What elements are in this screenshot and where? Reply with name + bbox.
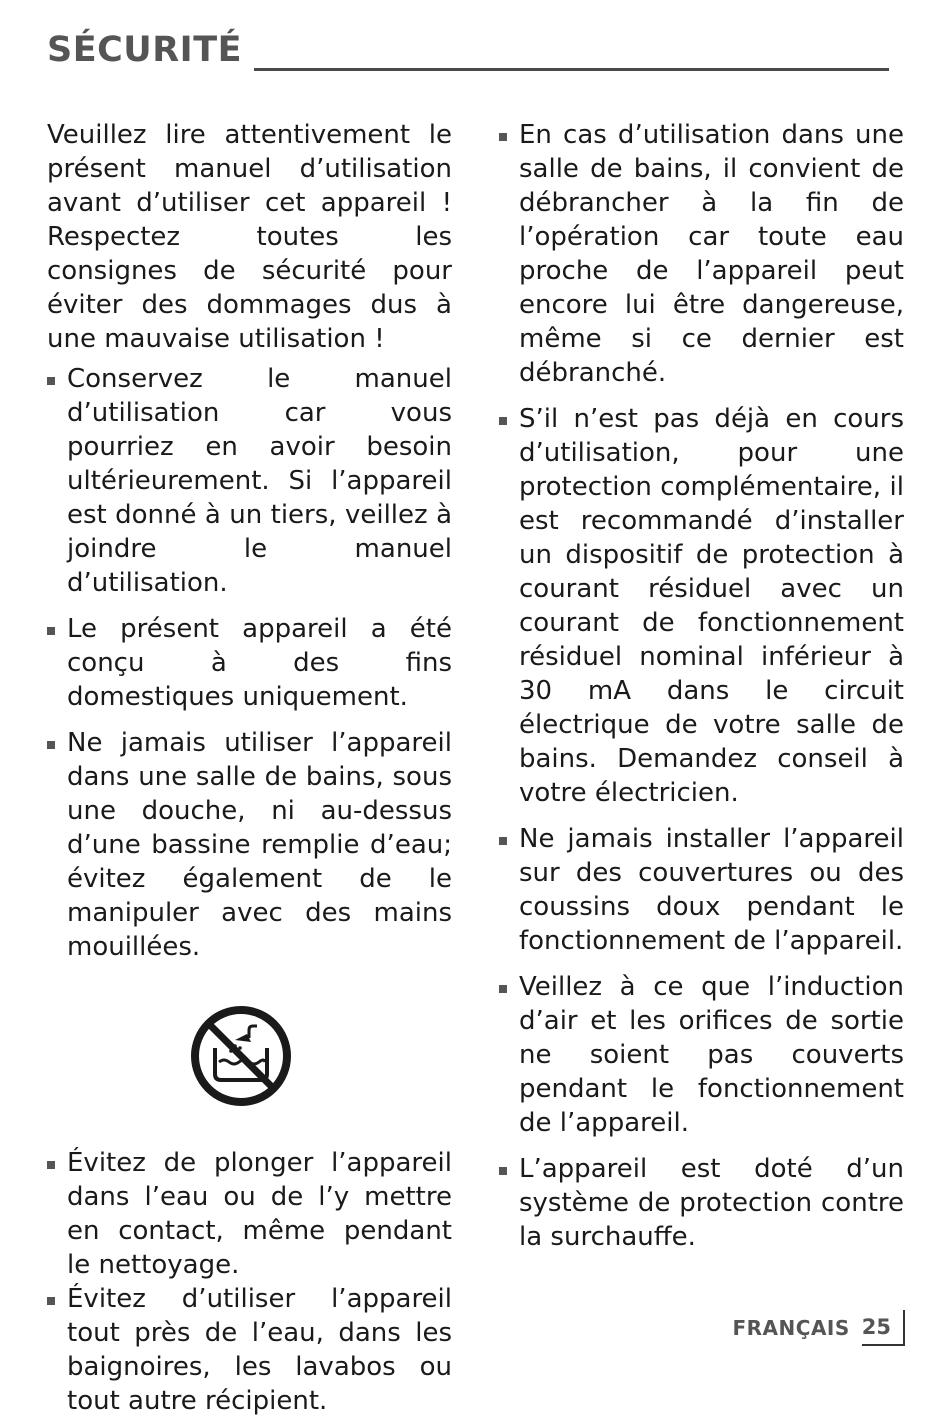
right-column <box>499 118 904 1266</box>
bullet-square-icon <box>499 133 507 141</box>
list-item-text: Évitez de plonger l’appareil dans l’eau ou de l’y mettre en contact, même pendant le nettoyage. <box>67 1148 452 1280</box>
page-footer <box>732 1310 905 1346</box>
list-item-text: Évitez d’utiliser l’appareil tout près de l’eau, dans les baignoires, les lavabos ou tout autre récipient. <box>67 1284 452 1416</box>
bullet-square-icon <box>47 1161 55 1169</box>
bullet-square-icon <box>47 377 55 385</box>
list-item-text: Ne jamais installer l’appareil sur des couvertures ou des coussins doux pendant le fonctionnement de l’appareil. <box>519 824 904 956</box>
list-item-text: S’il n’est pas déjà en cours d’utilisation, pour une protection complémentaire, il est recommandé d’installer un dispositif de protection à courant résiduel avec un courant de fonctionnement résiduel nominal inférieur à 30 mA dans le circuit électrique de votre salle de bains. Demandez conseil à votre électricien. <box>519 404 904 808</box>
list-item-text: Le présent appareil a été conçu à des fins domestiques uniquement. <box>67 614 452 712</box>
bullet-square-icon <box>47 627 55 635</box>
bullet-square-icon <box>499 417 507 425</box>
intro-paragraph: Veuillez lire attentivement le présent manuel d’utilisation avant d’utiliser cet appareil ! Respectez toutes les consignes de sécurité pour éviter des dommages dus à une mauvaise utilisation ! <box>47 120 452 354</box>
bullet-square-icon <box>47 741 55 749</box>
bullet-square-icon <box>499 837 507 845</box>
safety-list-left-continued <box>47 1146 452 1418</box>
list-item-text: Conservez le manuel d’utilisation car vous pourriez en avoir besoin ultérieurement. Si l’appareil est donné à un tiers, veillez à joindre le manuel d’utilisation. <box>67 364 452 598</box>
title-rule <box>254 68 889 71</box>
bullet-square-icon <box>47 1297 55 1305</box>
bullet-square-icon <box>499 985 507 993</box>
list-item-text: L’appareil est doté d’un système de protection contre la surchauffe. <box>519 1154 904 1252</box>
list-item <box>499 822 904 958</box>
list-item-text: En cas d’utilisation dans une salle de bains, il convient de débrancher à la fin de l’opération car toute eau proche de l’appareil peut encore lui être dangereuse, même si ce dernier est débranché. <box>519 120 904 388</box>
left-column <box>47 118 452 1418</box>
page-header <box>47 28 889 72</box>
list-item <box>47 726 452 964</box>
safety-list-left <box>47 362 452 964</box>
bullet-square-icon <box>499 1167 507 1175</box>
list-item <box>47 612 452 714</box>
list-item <box>47 1282 452 1418</box>
list-item <box>499 118 904 390</box>
list-item <box>47 1146 452 1282</box>
warning-icon-area <box>47 976 452 1146</box>
list-item <box>499 402 904 810</box>
footer-language: FRANÇAIS <box>732 1316 850 1340</box>
list-item <box>47 362 452 600</box>
list-item-text: Ne jamais utiliser l’appareil dans une salle de bains, sous une douche, ni au-dessus d’une bassine remplie d’eau; évitez également de le manipuler avec des mains mouillées. <box>67 728 452 962</box>
list-item-text: Veillez à ce que l’induction d’air et les orifices de sortie ne soient pas couverts pendant le fonctionnement de l’appareil. <box>519 972 904 1138</box>
page-number: 25 <box>862 1310 905 1346</box>
page-title: SÉCURITÉ <box>47 30 252 70</box>
list-item <box>499 970 904 1140</box>
list-item <box>499 1152 904 1254</box>
no-bathtub-icon <box>189 1004 293 1108</box>
safety-list-right <box>499 118 904 1254</box>
